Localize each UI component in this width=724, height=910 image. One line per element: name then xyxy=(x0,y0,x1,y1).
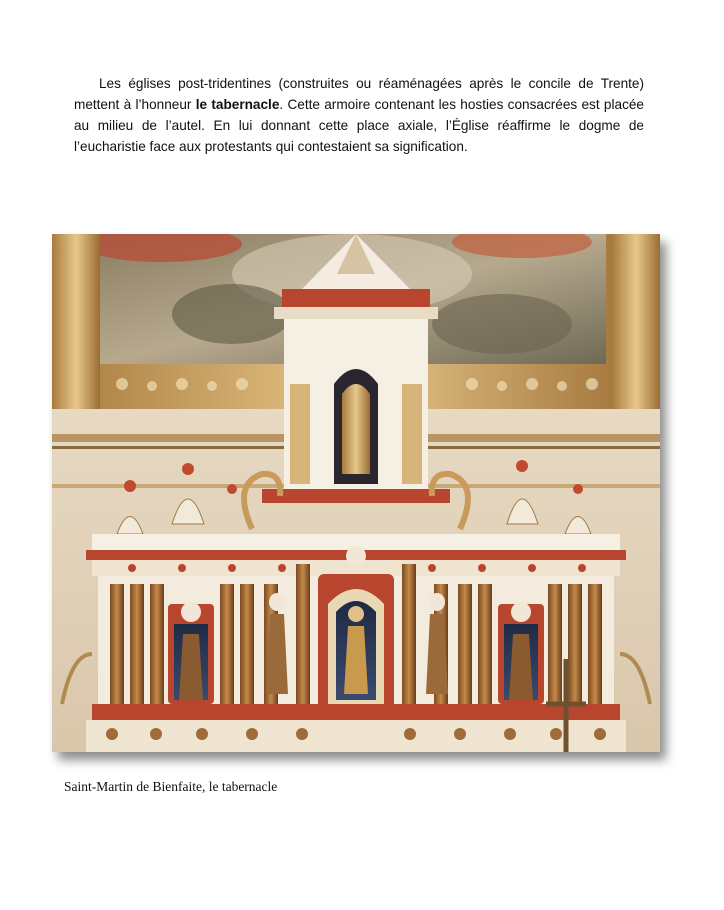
body-paragraph xyxy=(74,73,644,157)
paragraph-text-after: . Cette armoire contenant les hosties consacrées est placée au milieu de l’autel. En lui donnant cette place axiale, l’Église réaffirme le dogme de l’eucharistie face aux protestants qui contestaient sa signification. xyxy=(74,97,644,154)
paragraph-text-before: Les églises post-tridentines (construites ou réaménagées après le concile de Trente) mettent à l’honneur xyxy=(74,76,644,112)
figure-caption: Saint-Martin de Bienfaite, le tabernacle xyxy=(64,779,278,794)
tabernacle-photo xyxy=(52,234,660,752)
paragraph-bold-term: le tabernacle xyxy=(195,97,280,112)
